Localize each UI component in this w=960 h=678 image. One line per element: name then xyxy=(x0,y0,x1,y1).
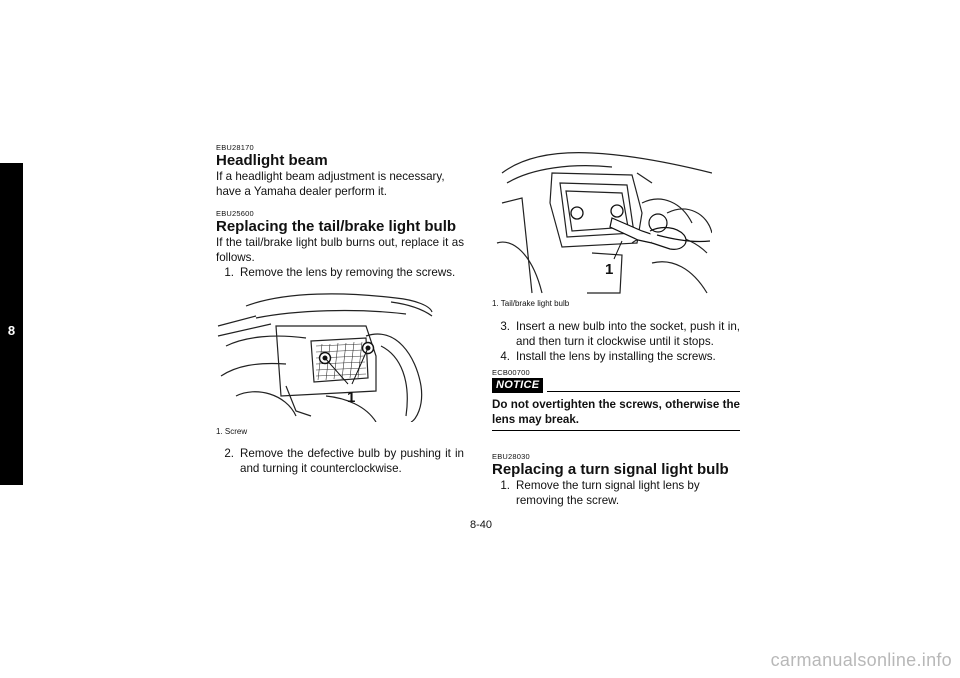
figure-callout: 1 xyxy=(605,261,614,278)
notice-code: ECB00700 xyxy=(492,368,530,377)
section-title-tail-brake: Replacing the tail/brake light bulb xyxy=(216,218,457,235)
step-number: 1. xyxy=(500,479,510,492)
notice-badge: NOTICE xyxy=(492,378,543,393)
step-number: 1. xyxy=(224,266,234,279)
step-text: Remove the lens by removing the screws. xyxy=(240,266,456,279)
notice-header xyxy=(492,378,740,393)
right-column xyxy=(492,143,740,508)
section-body: If the tail/brake light bulb burns out, replace it as follows. xyxy=(216,236,464,264)
step-item xyxy=(216,265,464,280)
step-item xyxy=(492,319,740,349)
step-number: 3. xyxy=(500,320,510,333)
step-text: Install the lens by installing the screws. xyxy=(516,350,716,363)
chapter-tab xyxy=(0,163,23,485)
chapter-tab-number: 8 xyxy=(7,323,16,338)
step-text: Insert a new bulb into the socket, push it in, and then turn it clockwise until it stops. xyxy=(516,320,740,348)
section-code: EBU28170 xyxy=(216,143,254,152)
step-text: Remove the turn signal light lens by removing the screw. xyxy=(516,479,700,507)
figure-callout: 1 xyxy=(347,389,356,406)
notice-text: Do not overtighten the screws, otherwise the lens may break. xyxy=(492,398,740,426)
page-number: 8-40 xyxy=(469,519,493,531)
step-item xyxy=(216,446,464,476)
section-title-headlight-beam: Headlight beam xyxy=(216,152,328,169)
section-code: EBU25600 xyxy=(216,209,254,218)
notice-rule xyxy=(547,391,740,392)
step-text: Remove the defective bulb by pushing it in and turning it counterclockwise. xyxy=(240,447,464,475)
section-title-turn-signal: Replacing a turn signal light bulb xyxy=(492,461,729,478)
figure-tail-light-lens xyxy=(216,286,434,422)
left-column xyxy=(216,143,464,476)
figure-caption: 1. Screw xyxy=(216,427,248,436)
watermark[interactable]: carmanualsonline.info xyxy=(770,650,952,670)
tail-light-lens-illustration xyxy=(216,286,434,422)
step-number: 2. xyxy=(224,447,234,460)
section-body: If a headlight beam adjustment is necessary, have a Yamaha dealer perform it. xyxy=(216,170,445,198)
section-code: EBU28030 xyxy=(492,452,530,461)
step-item xyxy=(492,478,740,508)
notice-end-rule xyxy=(492,430,740,431)
figure-tail-brake-bulb xyxy=(492,143,712,298)
step-item xyxy=(492,349,740,364)
figure-caption: 1. Tail/brake light bulb xyxy=(492,299,570,308)
step-number: 4. xyxy=(500,350,510,363)
tail-brake-bulb-illustration xyxy=(492,143,712,298)
